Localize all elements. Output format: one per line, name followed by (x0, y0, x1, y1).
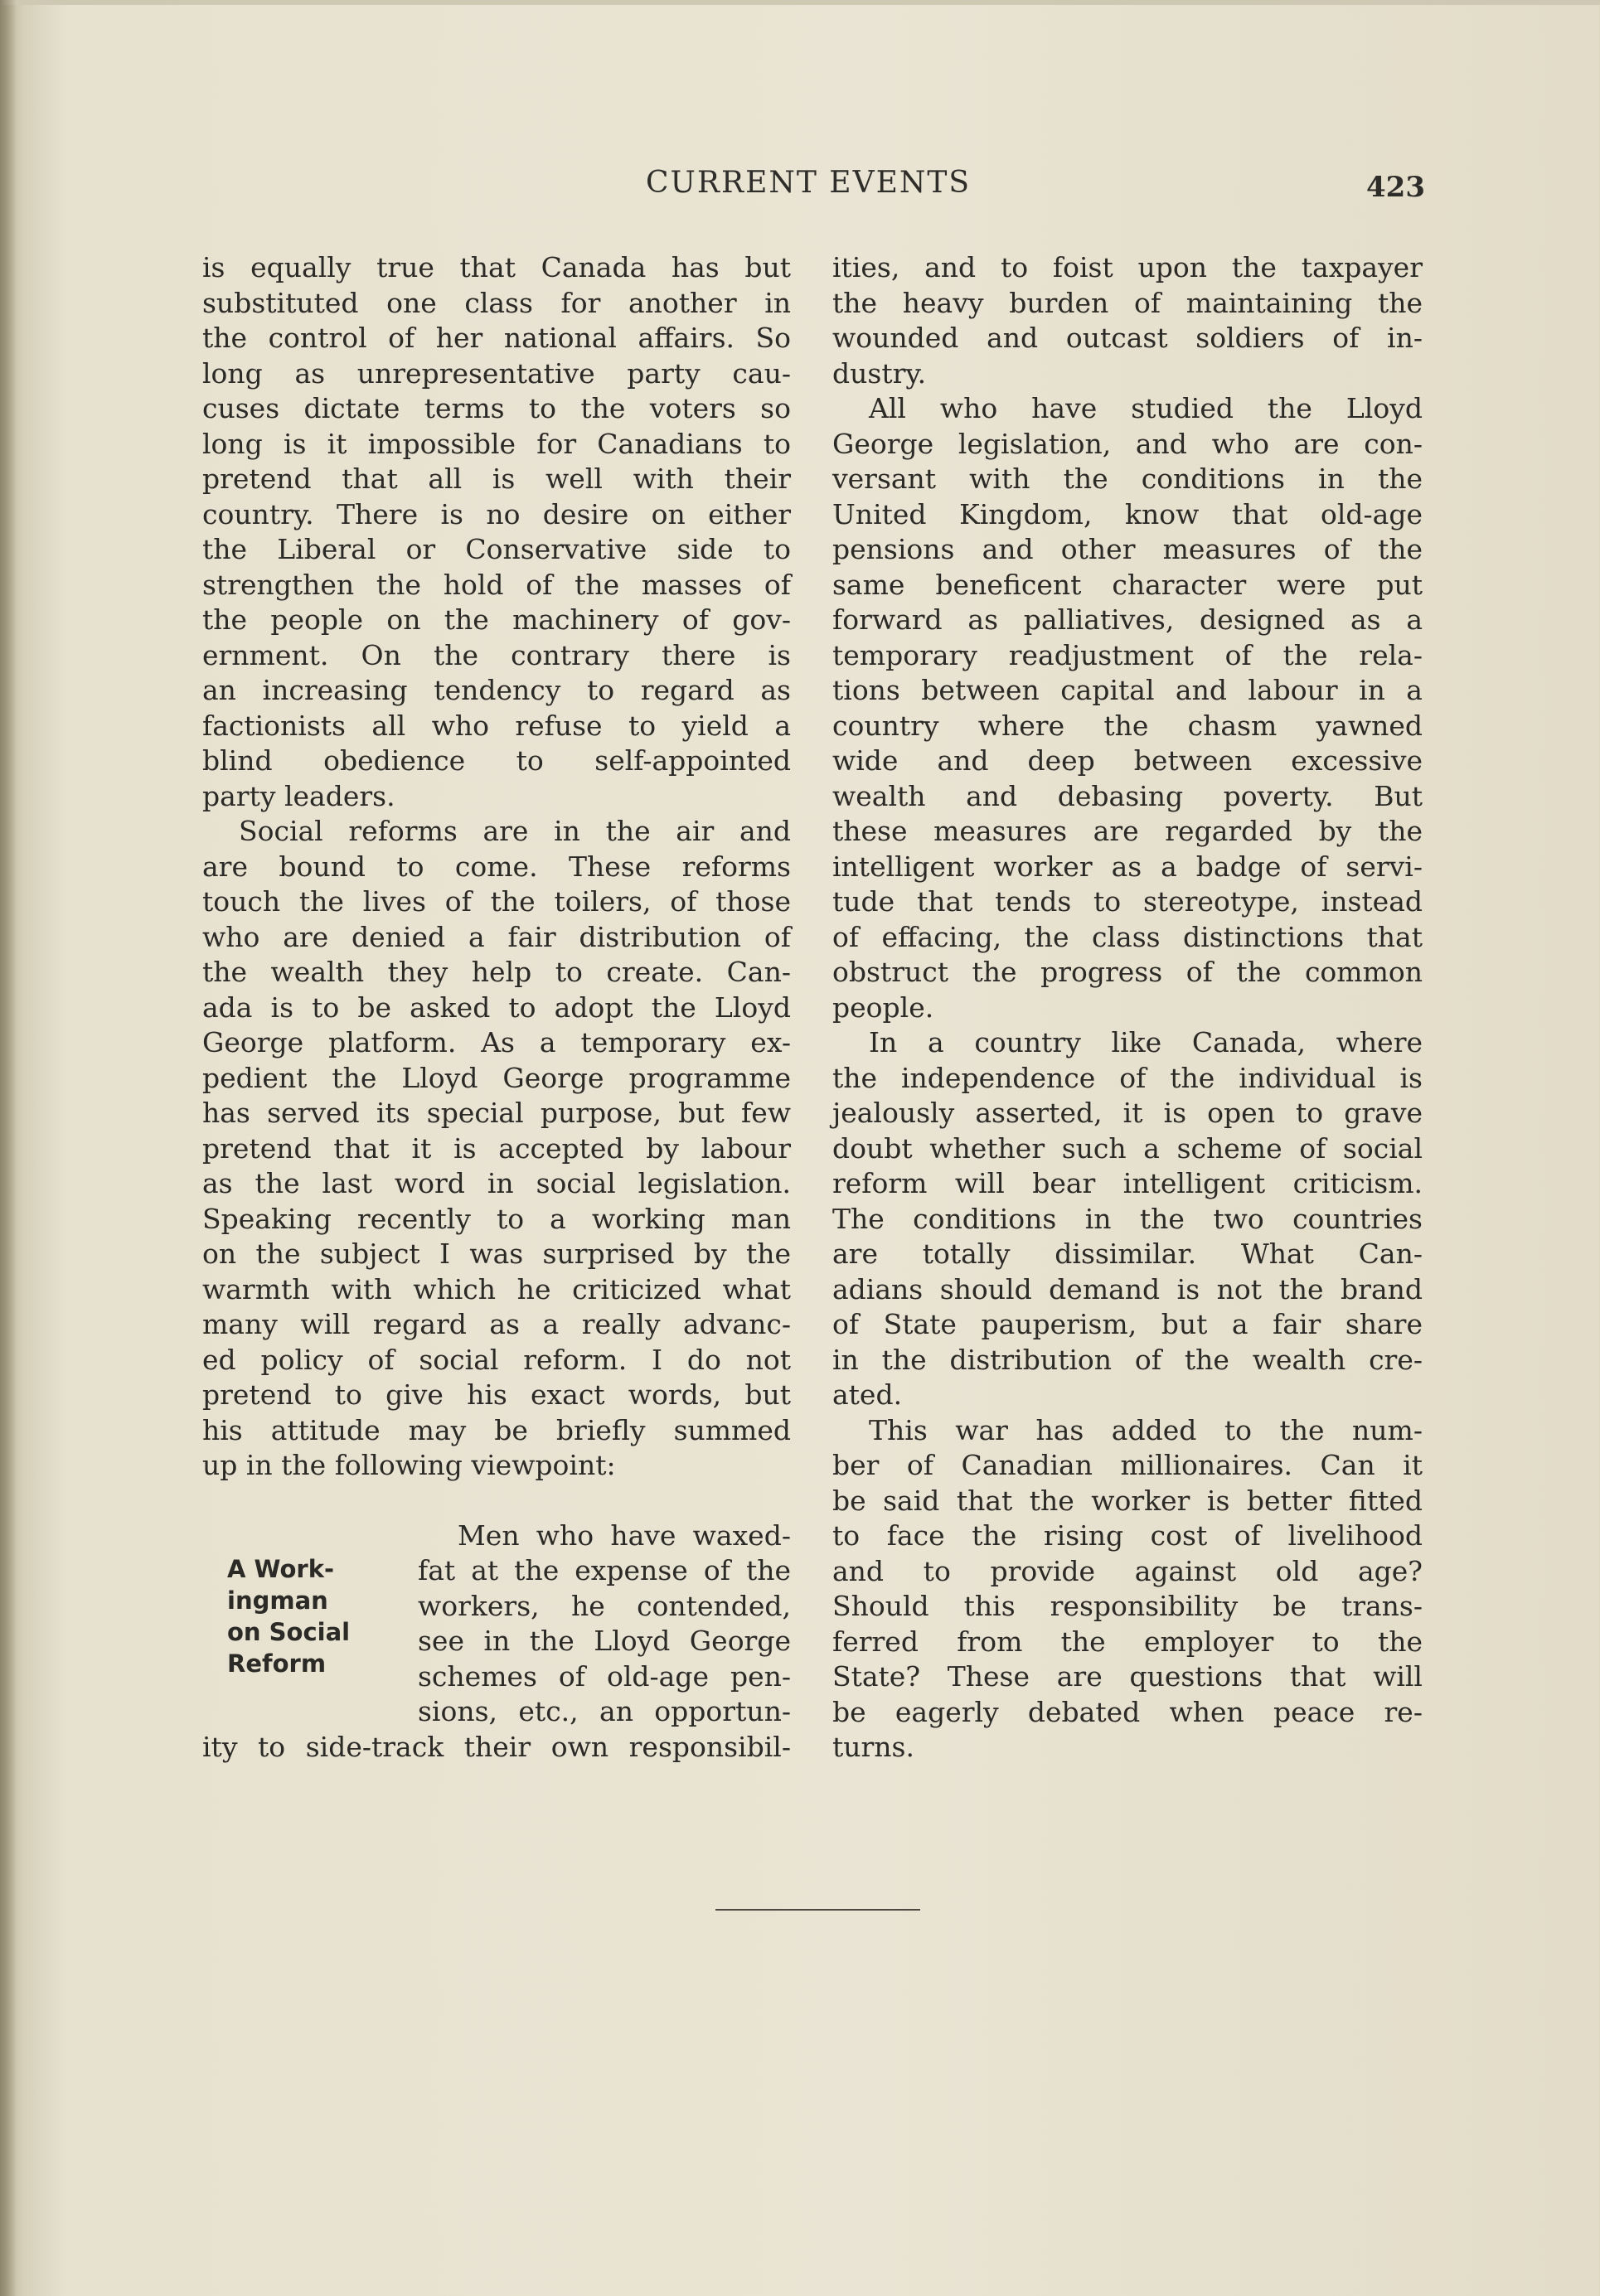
text-line: pretend that it is accepted by labour (202, 1131, 791, 1165)
text-line: temporary readjustment of the rela- (832, 638, 1423, 671)
running-header-title: CURRENT EVENTS (645, 166, 972, 200)
text-line: tude that tends to stereotype, instead (832, 885, 1423, 918)
text-line: forward as palliatives, designed as a (832, 603, 1423, 636)
text-line: see in the Lloyd George (418, 1625, 791, 1657)
text-line: long is it impossible for Canadians to (202, 427, 791, 460)
end-of-article-rule (715, 1909, 920, 1911)
text-line: ed policy of social reform. I do not (202, 1343, 791, 1376)
text-line: In a country like Canada, where (869, 1026, 1423, 1058)
text-line: versant with the conditions in the (832, 463, 1423, 495)
left-paragraph-1 (202, 250, 791, 814)
marginal-heading-line: Reform (227, 1649, 327, 1678)
text-line: party leaders. (202, 779, 395, 812)
text-line: of State pauperism, but a fair share (832, 1308, 1423, 1340)
text-line: the Liberal or Conservative side to (202, 533, 791, 565)
text-line: ated. (832, 1378, 903, 1411)
text-line: schemes of old-age pen- (418, 1659, 791, 1693)
text-line: the control of her national affairs. So (202, 322, 791, 354)
text-line: who are denied a fair distribution of (202, 920, 791, 953)
text-line: the heavy burden of maintaining the (832, 286, 1423, 319)
text-line: obstruct the progress of the common (832, 956, 1423, 988)
text-line: are bound to come. These reforms (202, 850, 791, 883)
spacer (202, 1484, 791, 1519)
marginal-heading (227, 1553, 385, 1679)
text-line: on the subject I was surprised by the (202, 1238, 791, 1270)
text-line: to face the rising cost of livelihood (832, 1519, 1423, 1552)
text-line: ada is to be asked to adopt the Lloyd (202, 991, 791, 1024)
text-line: ities, and to foist upon the taxpayer (832, 251, 1423, 283)
text-line: and to provide against old age? (832, 1554, 1423, 1587)
text-line: tions between capital and labour in a (832, 674, 1423, 706)
text-line: blind obedience to self-appointed (202, 744, 791, 777)
text-line: the people on the machinery of gov- (202, 603, 791, 636)
text-line: factionists all who refuse to yield a (202, 709, 791, 742)
text-line: up in the following viewpoint: (202, 1449, 616, 1481)
text-line: is equally true that Canada has but (202, 251, 791, 283)
text-line: George legislation, and who are con- (832, 427, 1423, 460)
right-paragraph-3 (832, 1025, 1423, 1413)
text-line: Social reforms are in the air and (239, 815, 791, 847)
marginal-heading-line: ingman (227, 1586, 328, 1615)
text-line: many will regard as a really advanc- (202, 1308, 791, 1340)
text-line: warmth with which he criticized what (202, 1272, 791, 1305)
page-number: 423 (1366, 171, 1425, 204)
text-line: long as unrepresentative party cau- (202, 356, 791, 390)
right-column (832, 250, 1423, 1766)
text-line: dustry. (832, 356, 927, 390)
text-line: doubt whether such a scheme of social (832, 1131, 1423, 1165)
text-line: wounded and outcast soldiers of in- (832, 322, 1423, 354)
text-line: these measures are regarded by the (832, 815, 1423, 847)
text-line: of effacing, the class distinctions that (832, 920, 1423, 953)
text-line: the wealth they help to create. Can- (202, 956, 791, 988)
text-line: pedient the Lloyd George programme (202, 1061, 791, 1094)
text-line: George platform. As a temporary ex- (202, 1026, 791, 1058)
text-line: strengthen the hold of the masses of (202, 568, 791, 601)
text-line: be said that the worker is better fitted (832, 1484, 1423, 1517)
text-line: pretend that all is well with their (202, 463, 791, 495)
text-line: are totally dissimilar. What Can- (832, 1238, 1423, 1270)
text-line: wide and deep between excessive (832, 744, 1423, 777)
text-line: wealth and debasing poverty. But (832, 779, 1423, 812)
text-line: workers, he contended, (418, 1589, 791, 1622)
marginal-heading-line: on Social (227, 1617, 351, 1646)
right-paragraph-1 (832, 250, 1423, 391)
text-line: United Kingdom, know that old-age (832, 497, 1423, 530)
text-line: the independence of the individual is (832, 1061, 1423, 1094)
text-line: same beneficent character were put (832, 568, 1423, 601)
text-line: State? These are questions that will (832, 1660, 1423, 1693)
text-line: has served its special purpose, but few (202, 1097, 791, 1129)
text-line: ferred from the employer to the (832, 1625, 1423, 1658)
text-line: in the distribution of the wealth cre- (832, 1343, 1423, 1376)
left-column (202, 250, 791, 1765)
text-line: his attitude may be briefly summed (202, 1413, 791, 1446)
text-line: substituted one class for another in (202, 286, 791, 319)
left-paragraph-2 (202, 814, 791, 1484)
text-line: Should this responsibility be trans- (832, 1590, 1423, 1622)
page-binding-shadow (0, 0, 17, 2296)
text-line: touch the lives of the toilers, of those (202, 885, 791, 918)
text-line: as the last word in social legislation. (202, 1167, 791, 1199)
text-line: pretend to give his exact words, but (202, 1378, 791, 1411)
right-paragraph-4 (832, 1413, 1423, 1766)
text-line: Men who have waxed- (458, 1519, 791, 1552)
text-line: be eagerly debated when peace re- (832, 1695, 1423, 1728)
text-line: intelligent worker as a badge of servi- (832, 850, 1423, 883)
text-line: people. (832, 991, 934, 1024)
text-line: Speaking recently to a working man (202, 1202, 791, 1235)
text-line: reform will bear intelligent criticism. (832, 1167, 1423, 1199)
text-line: ernment. On the contrary there is (202, 638, 791, 671)
text-line: an increasing tendency to regard as (202, 674, 791, 706)
text-line: sions, etc., an opportun- (418, 1695, 791, 1727)
text-line: The conditions in the two countries (832, 1202, 1423, 1235)
page-top-edge (0, 0, 1600, 5)
quoted-passage (418, 1519, 791, 1730)
text-line: cuses dictate terms to the voters so (202, 392, 791, 424)
text-line: ity to side-track their own responsibil- (202, 1730, 791, 1763)
text-line: pensions and other measures of the (832, 533, 1423, 565)
sidenote-block (202, 1519, 791, 1730)
text-line: country where the chasm yawned (832, 709, 1423, 742)
text-line: All who have studied the Lloyd (869, 392, 1423, 424)
text-line: This war has added to the num- (869, 1413, 1423, 1446)
right-paragraph-2 (832, 391, 1423, 1025)
text-line: turns. (832, 1731, 914, 1763)
text-line: country. There is no desire on either (202, 497, 791, 530)
text-line: jealously asserted, it is open to grave (832, 1097, 1423, 1129)
text-line: ber of Canadian millionaires. Can it (832, 1449, 1423, 1481)
marginal-heading-line: A Work- (227, 1554, 335, 1583)
text-line: fat at the expense of the (418, 1554, 791, 1586)
text-line: adians should demand is not the brand (832, 1272, 1423, 1305)
